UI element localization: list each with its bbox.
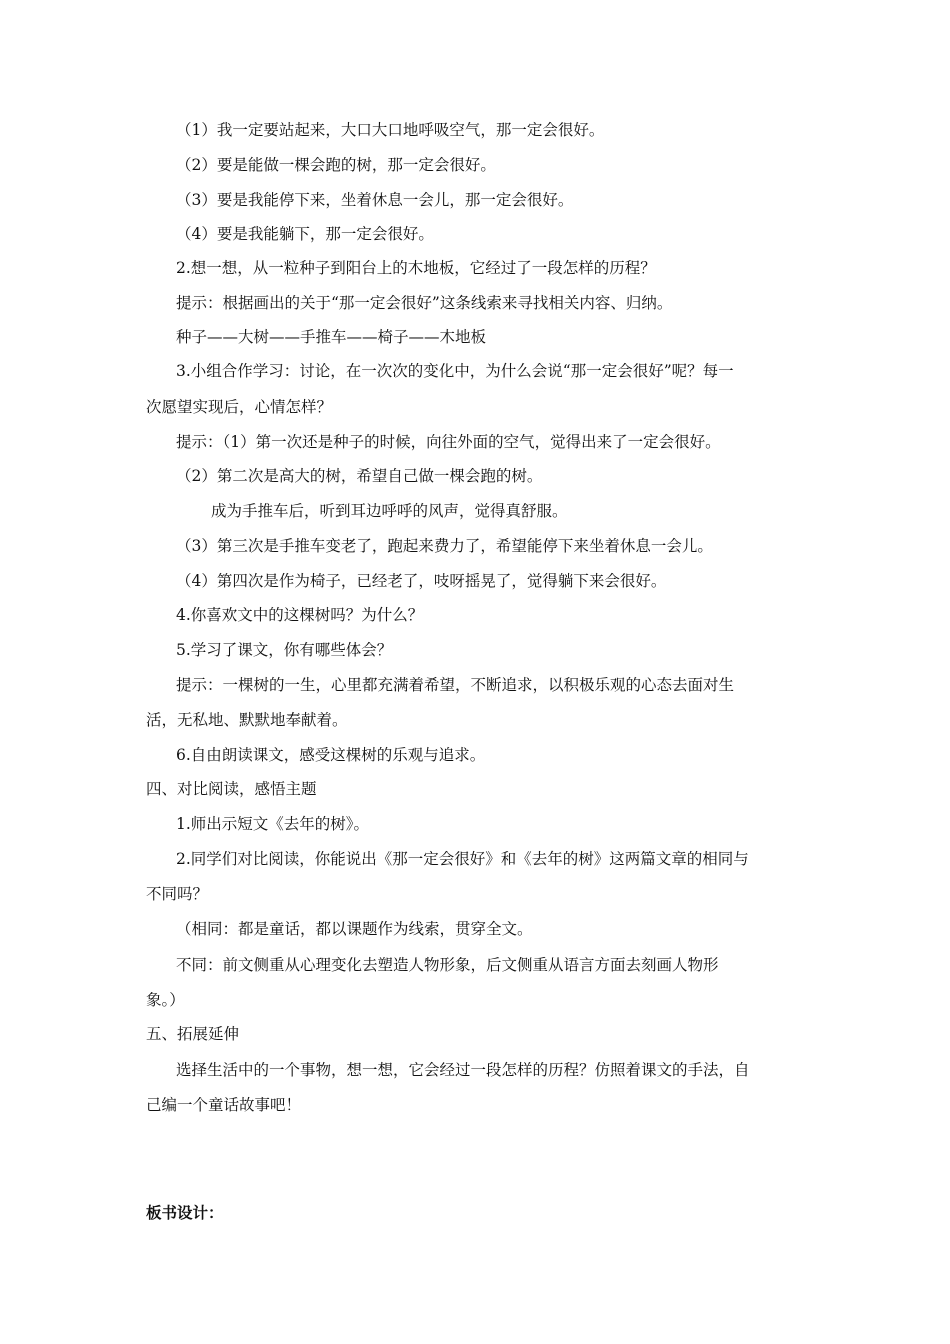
item-4-2-line2: 不同吗？ (146, 885, 209, 903)
question-3-line1: 3.小组合作学习：讨论，在一次次的变化中，为什么会说“那一定会很好”呢？每一 (176, 362, 734, 380)
question-3-line2: 次愿望实现后，心情怎样？ (146, 398, 333, 416)
item-4-1: 1.师出示短文《去年的树》。 (176, 815, 370, 833)
board-design-title: 板书设计： (146, 1203, 224, 1222)
answer-3: （3）要是我能停下来，坐着休息一会儿，那一定会很好。 (176, 191, 574, 209)
question-4: 4.你喜欢文中的这棵树吗？为什么？ (176, 606, 424, 624)
same-point: （相同：都是童话，都以课题作为线索，贯穿全文。 (176, 920, 533, 938)
hint-5-line2: 活，无私地、默默地奉献着。 (146, 711, 348, 729)
question-5: 5.学习了课文，你有哪些体会？ (176, 641, 393, 659)
hint-3-4: （4）第四次是作为椅子，已经老了，吱呀摇晃了，觉得躺下来会很好。 (176, 572, 667, 590)
item-4-2-line1: 2.同学们对比阅读，你能说出《那一定会很好》和《去年的树》这两篇文章的相同与 (176, 850, 749, 868)
hint-5-line1: 提示：一棵树的一生，心里都充满着希望，不断追求，以积极乐观的心态去面对生 (176, 676, 735, 694)
section-5-heading: 五、拓展延伸 (146, 1025, 240, 1043)
hint-3-1: 提示：（1）第一次还是种子的时候，向往外面的空气，觉得出来了一定会很好。 (176, 433, 721, 451)
answer-1: （1）我一定要站起来，大口大口地呼吸空气，那一定会很好。 (176, 121, 605, 139)
extension-line2: 己编一个童话故事吧！ (146, 1096, 302, 1114)
section-4-heading: 四、对比阅读，感悟主题 (146, 780, 317, 798)
diff-point-line2: 象。） (146, 991, 185, 1009)
answer-2: （2）要是能做一棵会跑的树，那一定会很好。 (176, 156, 496, 174)
extension-line1: 选择生活中的一个事物，想一想，它会经过一段怎样的历程？仿照着课文的手法，自 (176, 1061, 750, 1079)
hint-3-2: （2）第二次是高大的树，希望自己做一棵会跑的树。 (176, 467, 543, 485)
question-6: 6.自由朗读课文，感受这棵树的乐观与追求。 (176, 746, 486, 764)
answer-4: （4）要是我能躺下，那一定会很好。 (176, 225, 434, 243)
diff-point-line1: 不同：前文侧重从心理变化去塑造人物形象，后文侧重从语言方面去刻画人物形 (176, 956, 719, 974)
hint-3-3: （3）第三次是手推车变老了，跑起来费力了，希望能停下来坐着休息一会儿。 (176, 537, 713, 555)
question-2: 2.想一想，从一粒种子到阳台上的木地板，它经过了一段怎样的历程？ (176, 259, 656, 277)
hint-3-2b: 成为手推车后，听到耳边呼呼的风声，觉得真舒服。 (211, 502, 568, 520)
hint-2: 提示：根据画出的关于“那一定会很好”这条线索来寻找相关内容、归纳。 (176, 294, 673, 312)
sequence-line: 种子——大树——手推车——椅子——木地板 (176, 328, 487, 346)
